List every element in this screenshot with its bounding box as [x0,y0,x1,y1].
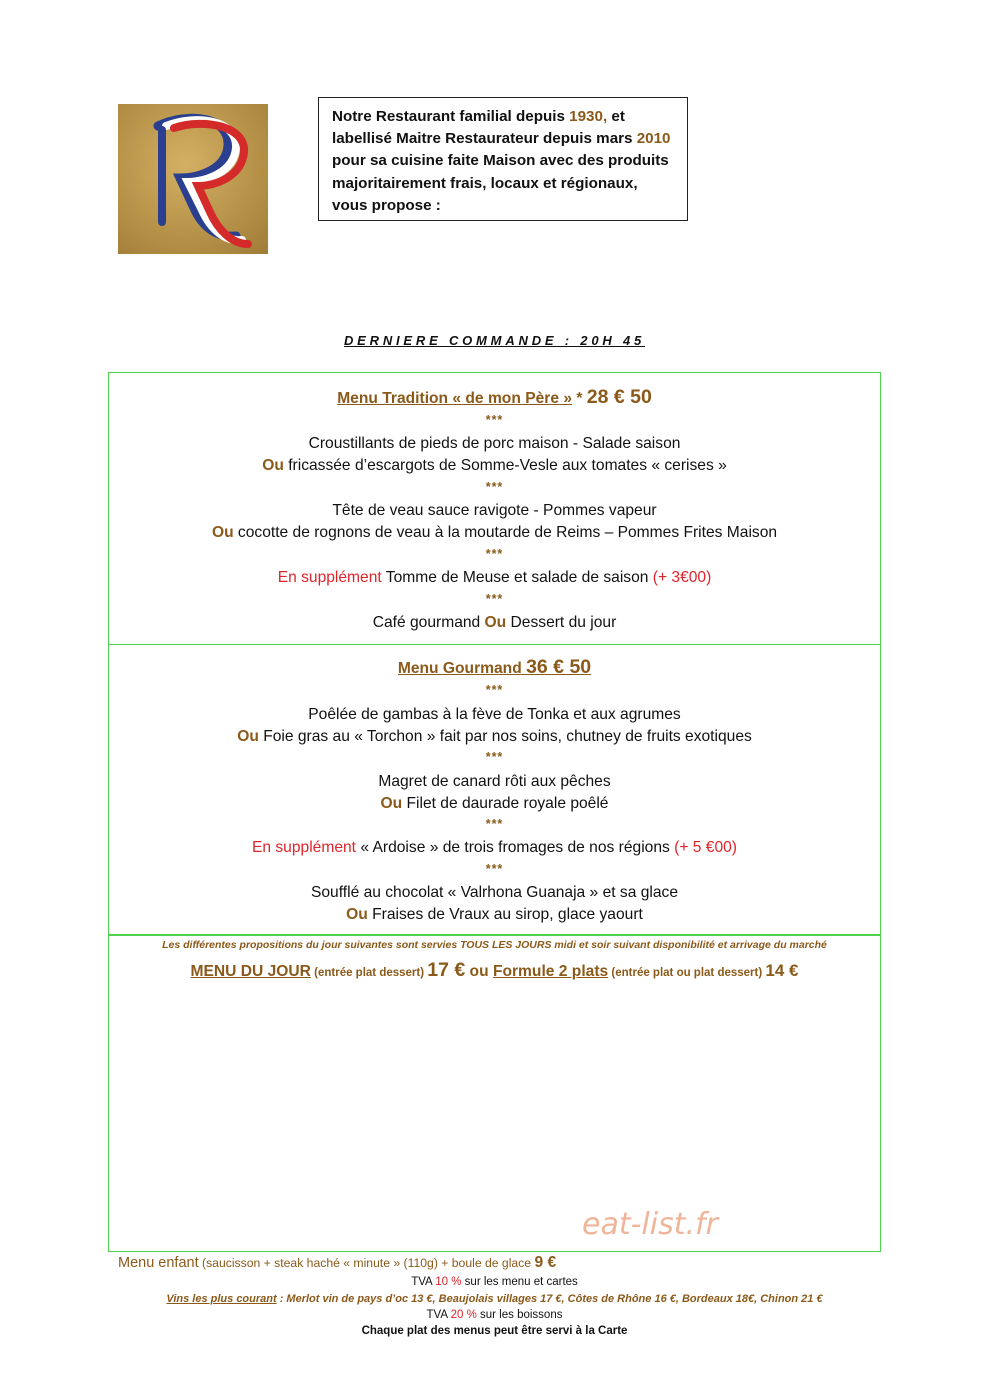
menu-tradition-plat-2 [109,524,880,542]
menu-gourmand-supplement-text: « Ardoise » de trois fromages de nos régions [356,839,675,856]
formule-price: 14 € [765,961,799,980]
menu-du-jour-label: MENU DU JOUR [190,963,311,980]
menu-gourmand-dessert-2 [109,906,880,924]
separator-stars: *** [485,817,504,831]
intro-text-2: et labellisé Maitre Restaurateur depuis mars [332,108,637,148]
menu-tradition-title: Menu Tradition « de mon Père » [337,390,573,407]
menu-gourmand-dessert-1: Soufflé au chocolat « Valrhona Guanaja » et sa glace [310,884,678,901]
menu-gourmand-dessert-2-text: Fraises de Vraux au sirop, glace yaourt [367,906,643,923]
ou-label: Ou [380,795,403,812]
menu-gourmand-plat-1: Magret de canard rôti aux pêches [378,773,611,790]
menu-gourmand-header [109,656,880,679]
carte-note: Chaque plat des menus peut être servi à la Carte [361,1325,628,1337]
supplement-label: En supplément [251,839,357,856]
intro-year-2010: 2010 [636,130,671,148]
tva-boissons-line [0,1309,989,1321]
tva-boissons-post: sur les boissons [476,1309,563,1321]
menu-gourmand-entree-2 [109,728,880,746]
formule-detail: (entrée plat ou plat dessert) [608,967,766,979]
separator-stars: *** [485,750,504,764]
menu-tradition-header [109,386,880,409]
menu-tradition-plat-2-text: cocotte de rognons de veau à la moutarde de Reims – Pommes Frites Maison [233,524,778,541]
menu-gourmand-plat-2-text: Filet de daurade royale poêlé [402,795,609,812]
separator-stars: *** [485,592,504,606]
menu-tradition-supplement [109,569,880,587]
menu-du-jour-price: 17 € [427,959,466,981]
menu-du-jour-detail: (entrée plat dessert) [310,967,428,979]
menu-tradition-plat-1: Tête de veau sauce ravigote - Pommes vapeur [332,502,657,519]
menu-tradition-entree-2-text: fricassée d’escargots de Somme-Vesle aux tomates « cerises » [283,457,727,474]
menu-tradition-box [108,372,881,645]
menu-tradition-supplement-text: Tomme de Meuse et salade de saison [381,569,653,586]
menu-tradition-entree-2 [109,457,880,475]
menu-tradition-asterisk: * [572,390,587,407]
maitre-restaurateur-r-icon [118,104,268,254]
vins-label: Vins les plus courant [166,1293,277,1305]
ou-label: Ou [484,614,507,631]
intro-year-1930: 1930, [569,108,608,125]
menu-tradition-dessert-2: Dessert du jour [506,614,617,631]
separator-stars: *** [485,547,504,561]
menu-du-jour-note: Les différentes propositions du jour suivantes sont servies TOUS LES JOURS midi et soir suivant disponibilité et arrivage du marché [162,939,827,951]
tva-menus-pre: TVA [411,1276,436,1288]
menu-tradition-dessert-1: Café gourmand [372,614,485,631]
menu-enfant-price: 9 € [534,1254,557,1271]
tva-boissons-rate: 20 % [450,1309,477,1321]
menu-tradition-supplement-price: (+ 3€00) [652,569,712,586]
supplement-label: En supplément [277,569,382,586]
menu-tradition-price: 28 € 50 [586,386,652,408]
intro-text-1: Notre Restaurant familial depuis [332,108,570,125]
ou-label: Ou [262,457,284,474]
menu-enfant-detail: (saucisson + steak haché « minute » (110g) + boule de glace [198,1256,535,1270]
menu-gourmand-price: 36 € 50 [526,656,592,678]
separator-stars: *** [485,862,504,876]
watermark: eat-list.fr [582,1207,718,1242]
menu-gourmand-supplement-price: (+ 5 €00) [674,839,737,856]
separator-stars: *** [485,413,504,427]
intro-text-3: pour sa cuisine faite Maison avec des produits majoritairement frais, locaux et régionaux, vous propose : [332,152,669,214]
menu-gourmand-plat-2 [109,795,880,813]
vins-line [0,1293,989,1305]
tva-menus-line [0,1276,989,1288]
menu-du-jour-box [108,935,881,1252]
tva-boissons-pre: TVA [426,1309,451,1321]
menu-gourmand-title: Menu Gourmand [397,660,522,677]
ou-label: Ou [346,906,368,923]
ou-label: Ou [237,728,259,745]
menu-gourmand-box [108,644,881,935]
menu-tradition-dessert [109,614,880,632]
vins-text: : Merlot vin de pays d’oc 13 €, Beaujolais villages 17 €, Côtes de Rhône 16 €, Bordeaux 18€, Chinon 21 € [276,1293,823,1305]
menu-du-jour-or: ou [465,963,493,980]
last-order-notice: DERNIERE COMMANDE : 20H 45 [343,333,646,348]
menu-gourmand-supplement [109,839,880,857]
menu-du-jour-line [109,959,880,982]
menu-gourmand-entree-2-text: Foie gras au « Torchon » fait par nos soins, chutney de fruits exotiques [258,728,752,745]
separator-stars: *** [485,480,504,494]
separator-stars: *** [485,683,504,697]
ou-label: Ou [211,524,234,541]
tva-menus-rate: 10 % [435,1276,462,1288]
tva-menus-post: sur les menu et cartes [461,1276,578,1288]
intro-box [318,97,688,221]
menu-gourmand-entree-1: Poêlée de gambas à la fève de Tonka et aux agrumes [308,706,681,723]
restaurant-logo [118,104,268,254]
formule-label: Formule 2 plats [492,963,609,980]
menu-enfant-line [118,1254,556,1272]
menu-enfant-label: Menu enfant [118,1255,199,1271]
menu-tradition-entree-1: Croustillants de pieds de porc maison - Salade saison [308,435,681,452]
